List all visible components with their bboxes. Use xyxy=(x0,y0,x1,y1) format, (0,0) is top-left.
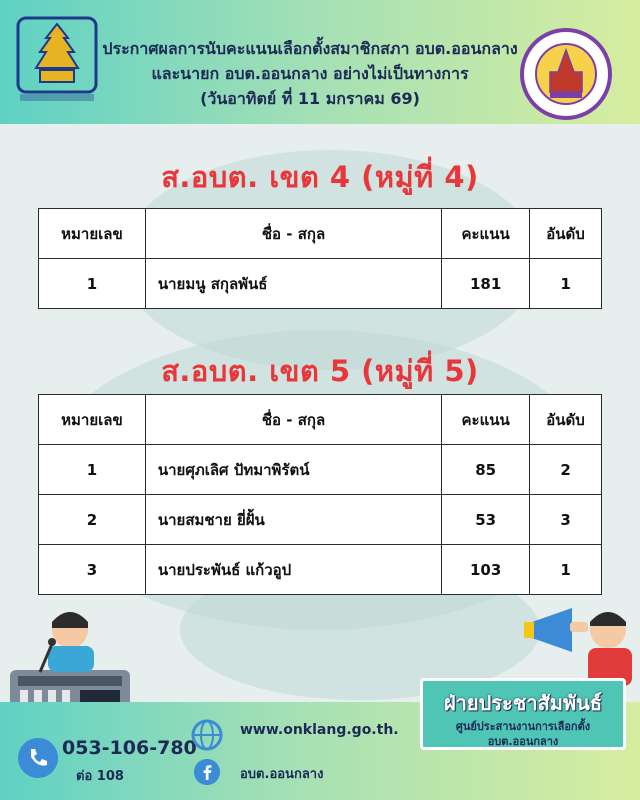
table-row xyxy=(39,495,602,545)
header-score: คะแนน xyxy=(442,395,530,445)
cell-name: นายประพันธ์ แก้วอูป xyxy=(145,545,441,595)
cell-name: นายสมชาย ยี่ฝั้น xyxy=(145,495,441,545)
table-row xyxy=(39,545,602,595)
megaphone-mascot-icon xyxy=(520,596,640,686)
header-line-1: ประกาศผลการนับคะแนนเลือกตั้งสมาชิกสภา อบต.ออนกลาง xyxy=(102,39,518,58)
header-line-2: และนายก อบต.ออนกลาง อย่างไม่เป็นทางการ xyxy=(151,64,469,83)
onklang-seal-icon xyxy=(520,28,612,120)
pr-title: ฝ่ายประชาสัมพันธ์ xyxy=(443,691,603,715)
header-title xyxy=(100,36,520,111)
table-row xyxy=(39,445,602,495)
results-table-zone-5 xyxy=(38,394,602,595)
cell-score: 53 xyxy=(442,495,530,545)
cell-rank: 3 xyxy=(530,495,602,545)
table-row xyxy=(39,259,602,309)
results-table-zone-4 xyxy=(38,208,602,309)
cell-rank: 1 xyxy=(530,545,602,595)
facebook-icon xyxy=(194,759,220,785)
section-title-zone-5: ส.อบต. เขต 5 (หมู่ที่ 5) xyxy=(161,354,479,388)
cell-number: 1 xyxy=(39,259,146,309)
cell-score: 181 xyxy=(442,259,530,309)
pr-subtitle-1: ศูนย์ประสานงานการเลือกตั้ง xyxy=(455,720,591,733)
facebook-page-link[interactable]: อบต.ออนกลาง xyxy=(240,767,324,782)
phone-extension: ต่อ 108 xyxy=(76,769,124,784)
header-number: หมายเลข xyxy=(39,209,146,259)
cell-name: นายมนู สกุลพันธ์ xyxy=(145,259,441,309)
office-emblem-icon xyxy=(14,14,100,104)
section-title-zone-4: ส.อบต. เขต 4 (หมู่ที่ 4) xyxy=(161,160,479,194)
cell-score: 103 xyxy=(442,545,530,595)
table-header-row xyxy=(39,395,602,445)
header-number: หมายเลข xyxy=(39,395,146,445)
cell-number: 3 xyxy=(39,545,146,595)
cell-name: นายศุภเลิศ ปัทมาพิรัตน์ xyxy=(145,445,441,495)
globe-icon xyxy=(190,718,224,752)
pr-subtitle-2: อบต.ออนกลาง xyxy=(487,735,559,748)
header-banner xyxy=(0,0,640,124)
website-link[interactable]: www.onklang.go.th. xyxy=(240,722,399,738)
cell-rank: 2 xyxy=(530,445,602,495)
cell-score: 85 xyxy=(442,445,530,495)
phone-number: 053-106-780 xyxy=(62,737,197,759)
header-score: คะแนน xyxy=(442,209,530,259)
pr-box xyxy=(420,678,626,750)
header-rank: อันดับ xyxy=(530,209,602,259)
phone-icon xyxy=(18,738,58,778)
header-name: ชื่อ - สกุล xyxy=(145,395,441,445)
table-header-row xyxy=(39,209,602,259)
header-rank: อันดับ xyxy=(530,395,602,445)
cell-rank: 1 xyxy=(530,259,602,309)
header-name: ชื่อ - สกุล xyxy=(145,209,441,259)
header-line-3: (วันอาทิตย์ ที่ 11 มกราคม 69) xyxy=(200,89,420,108)
cell-number: 2 xyxy=(39,495,146,545)
cell-number: 1 xyxy=(39,445,146,495)
